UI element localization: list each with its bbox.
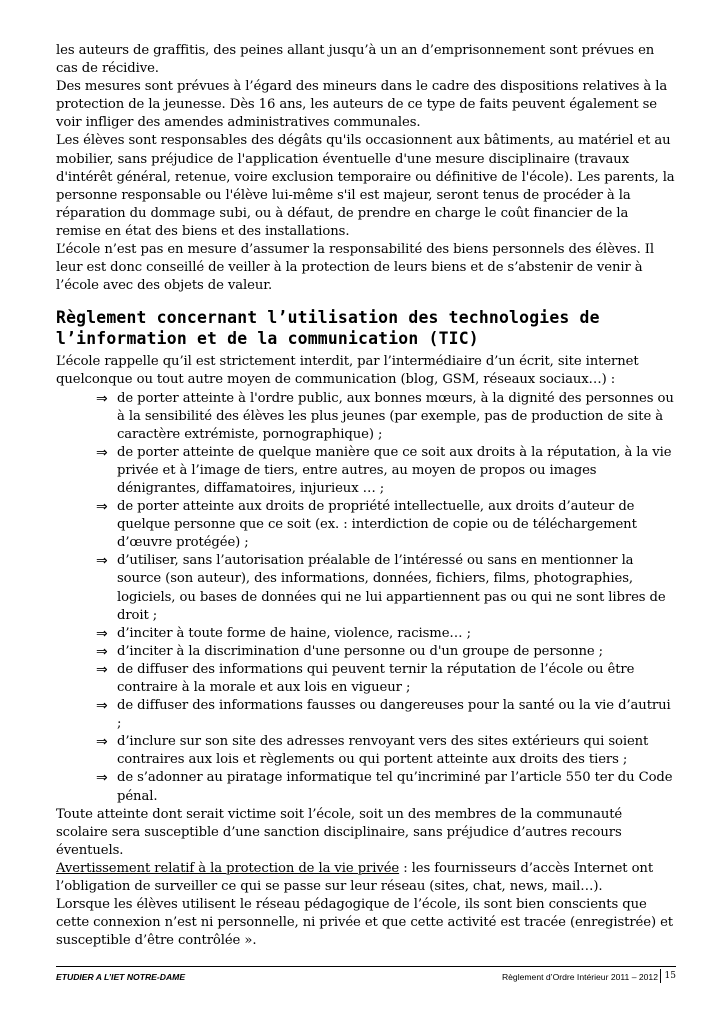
footer-school-name: ETUDIER A L’IET NOTRE-DAME xyxy=(56,972,186,982)
paragraph-sanction: Toute atteinte dont serait victime soit l’école, soit un des membres de la communauté scolaire sera susceptible d’une sanction disciplinaire, sans préjudice d’autres recours éventuels. xyxy=(56,806,623,858)
arrow-right-icon: ⇒ xyxy=(96,625,108,642)
list-item: ⇒ d’inclure sur son site des adresses renvoyant vers des sites extérieurs qui soient contraires aux lois et règlements ou qui portent atteinte aux droits des tiers ; xyxy=(96,734,649,768)
list-item: ⇒ de porter atteinte de quelque manière que ce soit aux droits à la réputation, à la vie privée et à l’image de tiers, entre autres, au moyen de propos ou images dénigrantes, diffamatoires, injurieux … ; xyxy=(96,444,672,496)
privacy-warning-title: Avertissement relatif à la protection de la vie privée xyxy=(56,860,400,876)
document-body xyxy=(56,42,676,950)
arrow-right-icon: ⇒ xyxy=(96,770,108,787)
prohibitions-list xyxy=(56,390,676,806)
list-item: ⇒ d’utiliser, sans l’autorisation préalable de l’intéressé ou sans en mentionner la source (son auteur), des informations, données, fichiers, films, photographies, logiciels, ou bases de données qui ne lui appartiennent pas ou qui ne sont libres de droit ; xyxy=(96,553,666,623)
list-item: ⇒ d’inciter à toute forme de haine, violence, racisme… ; xyxy=(96,625,471,642)
paragraph-graffiti: les auteurs de graffitis, des peines allant jusqu’à un an d’emprisonnement sont prévues en cas de récidive. xyxy=(56,43,655,77)
list-item: ⇒ de diffuser des informations qui peuvent ternir la réputation de l’école ou être contraire à la morale et aux lois en vigueur ; xyxy=(96,661,635,695)
paragraph-damages: Les élèves sont responsables des dégâts qu'ils occasionnent aux bâtiments, au matériel et au mobilier, sans préjudice de l'application éventuelle d'une mesure disciplinaire (travaux d'intérêt général, retenue, voire exclusion temporaire ou définitive de l'école). Les parents, la personne responsable ou l'élève lui-même s'il est majeur, seront tenus de procéder à la réparation du dommage subi, ou à défaut, de prendre en charge le coût financier de la remise en état des biens et des installations. xyxy=(56,133,675,239)
paragraph-tic-lead: L’école rappelle qu’il est strictement interdit, par l’intermédiaire d’un écrit, site internet quelconque ou tout autre moyen de communication (blog, GSM, réseaux sociaux…) : xyxy=(56,354,639,388)
list-item: ⇒ d’inciter à la discrimination d'une personne ou d'un groupe de personne ; xyxy=(96,643,604,660)
paragraph-privacy-warning xyxy=(56,860,676,896)
arrow-right-icon: ⇒ xyxy=(96,553,108,570)
arrow-right-icon: ⇒ xyxy=(96,698,108,715)
list-item: ⇒ de diffuser des informations fausses ou dangereuses pour la santé ou la vie d’autrui ; xyxy=(96,698,671,732)
list-item: ⇒ de s’adonner au piratage informatique tel qu’incriminé par l’article 550 ter du Code pénal. xyxy=(96,770,673,804)
list-item: ⇒ de porter atteinte à l'ordre public, aux bonnes mœurs, à la dignité des personnes ou à la sensibilité des élèves les plus jeunes (par exemple, pas de production de site à caractère extrémiste, pornographique) ; xyxy=(96,390,674,442)
arrow-right-icon: ⇒ xyxy=(96,643,108,660)
arrow-right-icon: ⇒ xyxy=(96,661,108,678)
paragraph-minors: Des mesures sont prévues à l’égard des mineurs dans le cadre des dispositions relatives à la protection de la jeunesse. Dès 16 ans, les auteurs de ce type de faits peuvent également se voir infliger des amendes administratives communales. xyxy=(56,79,668,131)
footer-document-title: Règlement d’Ordre Intérieur 2011 – 2012 xyxy=(501,972,658,982)
arrow-right-icon: ⇒ xyxy=(96,444,108,461)
page-number: 15 xyxy=(660,969,676,983)
paragraph-network-tracking: Lorsque les élèves utilisent le réseau pédagogique de l’école, ils sont bien conscients que cette connexion n’est ni personnelle, ni privée et que cette activité est tracée (enregistrée) et susceptible d’être contrôlée ». xyxy=(56,897,674,949)
arrow-right-icon: ⇒ xyxy=(96,390,108,407)
paragraph-personal-property: L’école n’est pas en mesure d’assumer la responsabilité des biens personnels des élèves. Il leur est donc conseillé de veiller à la protection de leurs biens et de s’abstenir de venir à l’école avec des objets de valeur. xyxy=(56,242,654,294)
arrow-right-icon: ⇒ xyxy=(96,499,108,516)
page-footer xyxy=(56,966,676,989)
section-heading-tic: Règlement concernant l’utilisation des technologies de l’information et de la communication (TIC) xyxy=(56,308,600,349)
arrow-right-icon: ⇒ xyxy=(96,734,108,751)
privacy-warning-text: : les fournisseurs d’accès Internet ont l’obligation de surveiller ce qui se passe sur leur réseau (sites, chat, news, mail…). xyxy=(56,860,654,895)
list-item: ⇒ de porter atteinte aux droits de propriété intellectuelle, aux droits d’auteur de quelque personne que ce soit (ex. : interdiction de copie ou de téléchargement d’œuvre protégée) ; xyxy=(96,499,637,551)
